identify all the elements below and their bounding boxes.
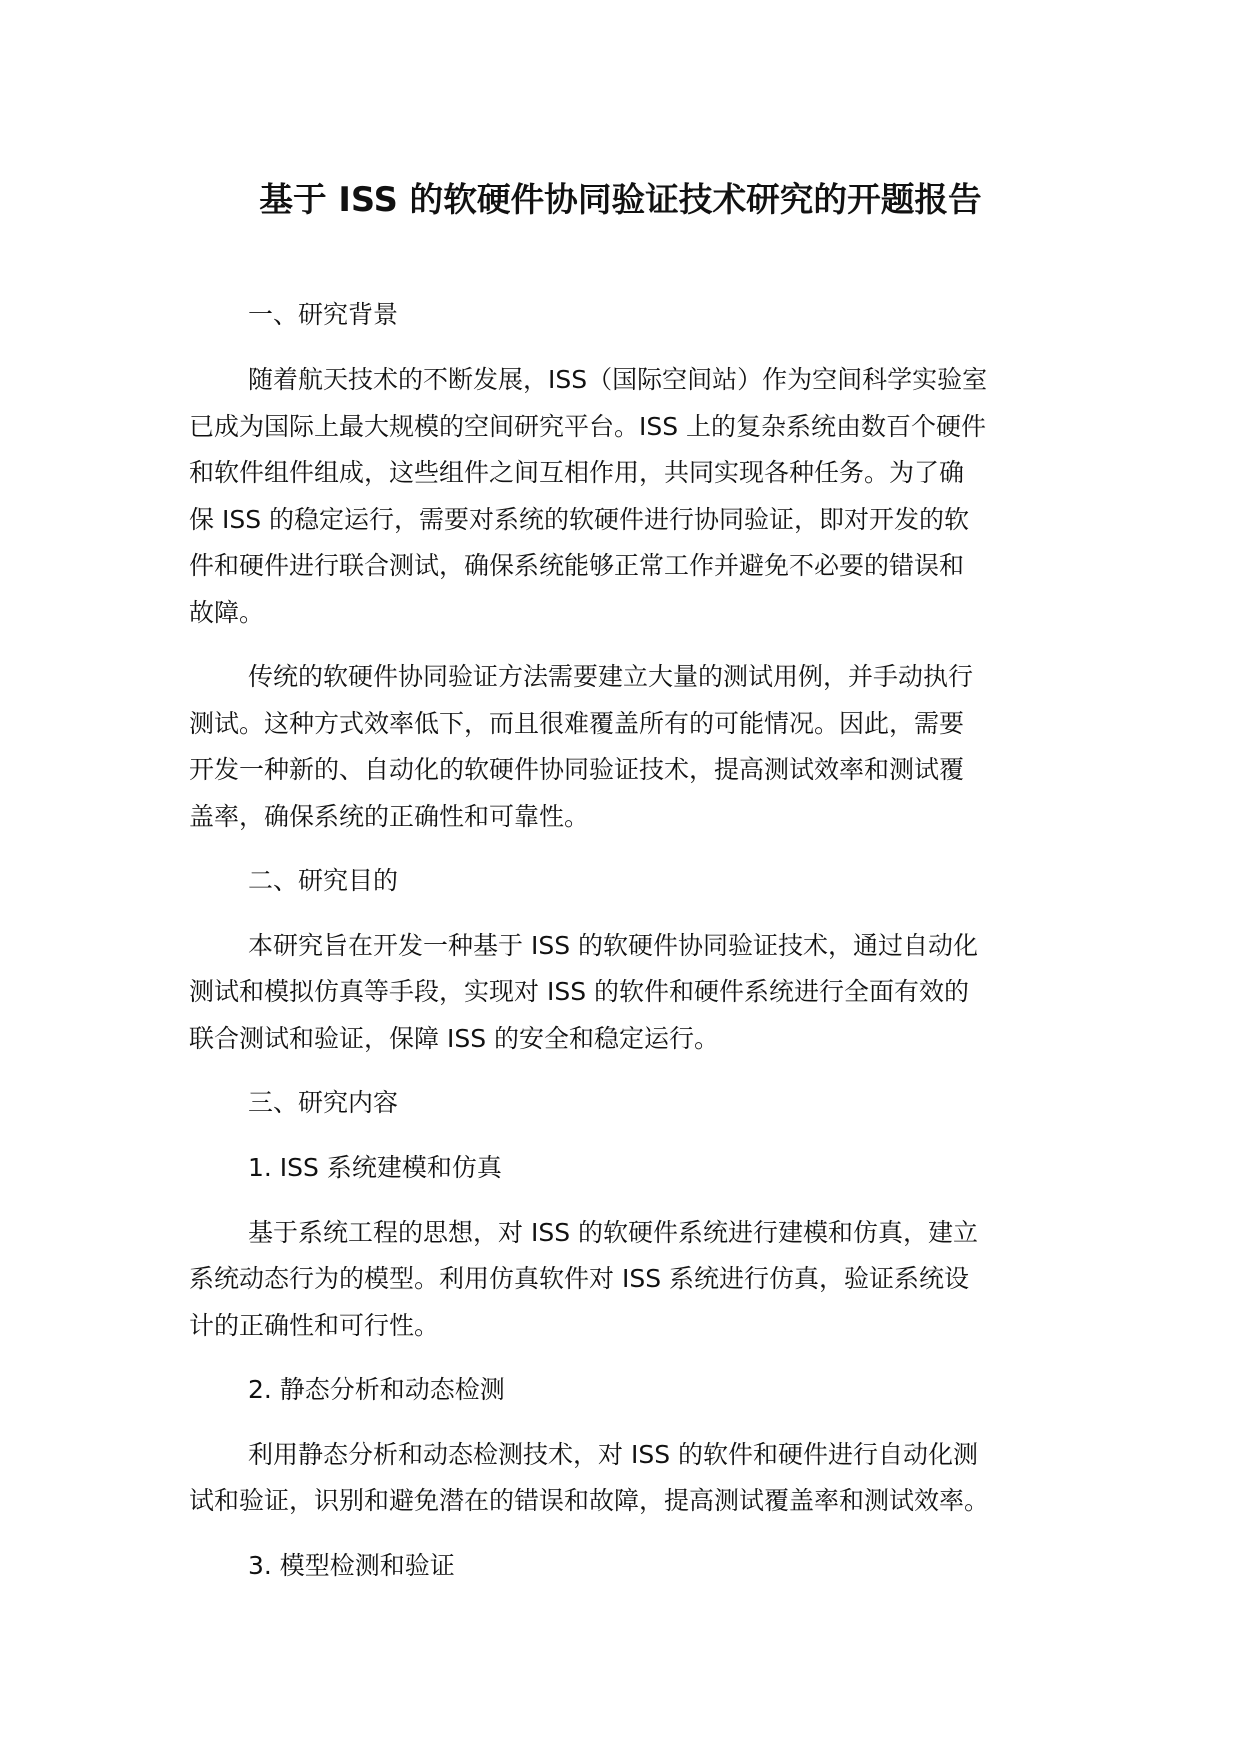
paragraph-line: 计的正确性和可行性。 <box>189 1311 440 1340</box>
paragraph-line: 本研究旨在开发一种基于 ISS 的软硬件协同验证技术，通过自动化 <box>248 931 979 960</box>
paragraph-line: 测试和模拟仿真等手段，实现对 ISS 的软件和硬件系统进行全面有效的 <box>189 977 970 1006</box>
section-heading-purpose: 二、研究目的 <box>248 866 399 895</box>
paragraph-line: 故障。 <box>189 598 265 627</box>
subsection-heading-model-checking: 3. 模型检测和验证 <box>248 1551 455 1580</box>
section-heading-content: 三、研究内容 <box>248 1088 399 1117</box>
paragraph-line: 盖率，确保系统的正确性和可靠性。 <box>189 802 590 831</box>
paragraph-line: 试和验证，识别和避免潜在的错误和故障，提高测试覆盖率和测试效率。 <box>189 1486 990 1515</box>
paragraph-line: 和软件组件组成，这些组件之间互相作用，共同实现各种任务。为了确 <box>189 458 965 487</box>
paragraph-line: 利用静态分析和动态检测技术，对 ISS 的软件和硬件进行自动化测 <box>248 1440 979 1469</box>
paragraph-line: 测试。这种方式效率低下，而且很难覆盖所有的可能情况。因此，需要 <box>189 709 965 738</box>
paragraph-line: 基于系统工程的思想，对 ISS 的软硬件系统进行建模和仿真，建立 <box>248 1218 979 1247</box>
paragraph-line: 件和硬件进行联合测试，确保系统能够正常工作并避免不必要的错误和 <box>189 551 965 580</box>
document-title: 基于 ISS 的软硬件协同验证技术研究的开题报告 <box>259 180 982 219</box>
subsection-heading-modeling: 1. ISS 系统建模和仿真 <box>248 1153 502 1182</box>
section-heading-background: 一、研究背景 <box>248 300 399 329</box>
subsection-heading-analysis: 2. 静态分析和动态检测 <box>248 1375 505 1404</box>
paragraph-line: 联合测试和验证，保障 ISS 的安全和稳定运行。 <box>189 1024 720 1053</box>
paragraph-line: 已成为国际上最大规模的空间研究平台。ISS 上的复杂系统由数百个硬件 <box>189 412 987 441</box>
paragraph-line: 传统的软硬件协同验证方法需要建立大量的测试用例，并手动执行 <box>248 662 974 691</box>
paragraph-line: 保 ISS 的稳定运行，需要对系统的软硬件进行协同验证，即对开发的软 <box>189 505 970 534</box>
paragraph-line: 开发一种新的、自动化的软硬件协同验证技术，提高测试效率和测试覆 <box>189 755 965 784</box>
paragraph-line: 系统动态行为的模型。利用仿真软件对 ISS 系统进行仿真，验证系统设 <box>189 1264 970 1293</box>
paragraph-line: 随着航天技术的不断发展，ISS（国际空间站）作为空间科学实验室 <box>248 365 988 394</box>
